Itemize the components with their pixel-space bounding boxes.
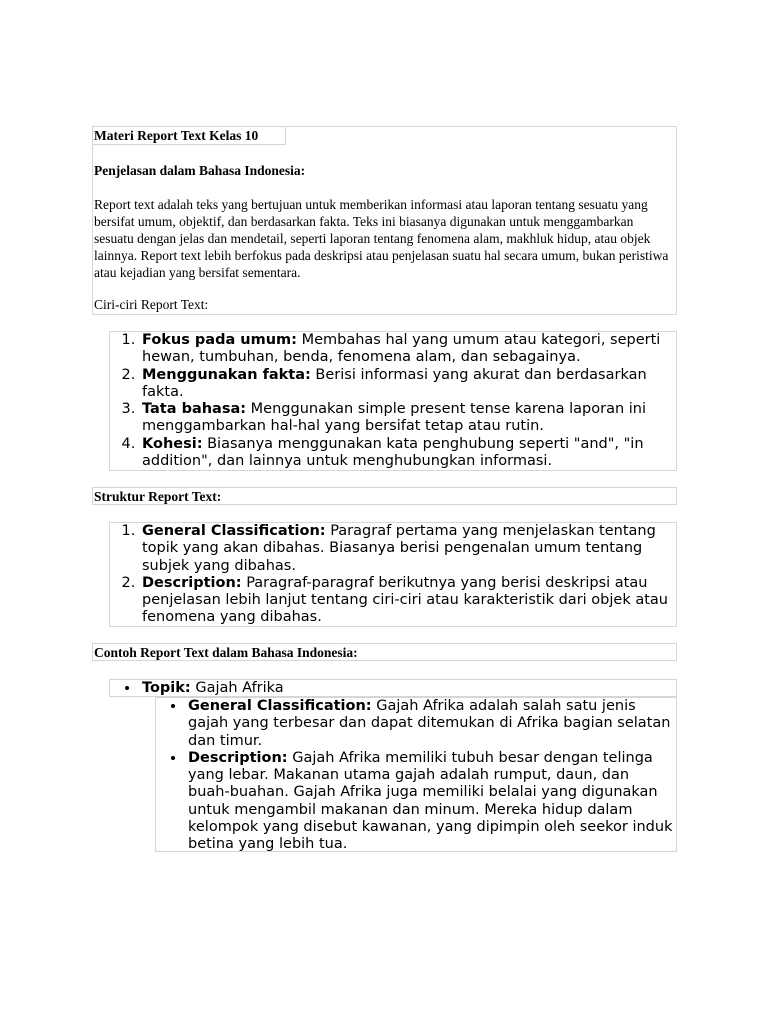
- contoh-heading: Contoh Report Text dalam Bahasa Indonesia:: [94, 645, 358, 660]
- item-term: Topik:: [142, 680, 191, 696]
- item-text: Berisi informasi yang akurat dan berdasarkan fakta.: [142, 366, 647, 400]
- item-text: Membahas hal yang umum atau kategori, seperti hewan, tumbuhan, benda, fenomena alam, dan sebagainya.: [142, 332, 661, 366]
- struktur-heading-box: [92, 487, 677, 505]
- contoh-sub-list-box: [155, 697, 677, 852]
- list-item: [140, 523, 678, 575]
- item-term: General Classification:: [188, 698, 372, 714]
- topik-box: [109, 679, 677, 697]
- ciri-list: [110, 332, 675, 470]
- item-term: Menggunakan fakta:: [142, 366, 311, 383]
- item-term: Tata bahasa:: [142, 401, 247, 418]
- item-text: Gajah Afrika memiliki tubuh besar dengan telinga yang lebar. Makanan utama gajah adalah rumput, daun, dan buah-buahan. Gajah Afrika juga memiliki belalai yang digunakan untuk mengambil makanan dan minum. Mereka hidup dalam kelompok yang disebut kawanan, yang dipimpin oleh seekor induk betina yang lebih tua.: [188, 749, 673, 853]
- item-text: Biasanya menggunakan kata penghubung seperti "and", "in addition", dan lainnya untuk menghubungkan informasi.: [142, 435, 644, 470]
- struktur-list: [110, 523, 678, 627]
- document-title: Materi Report Text Kelas 10: [94, 128, 259, 143]
- list-item: [140, 575, 678, 627]
- item-term: Kohesi:: [142, 435, 203, 452]
- item-term: Description:: [142, 574, 242, 591]
- list-item: [186, 698, 674, 750]
- list-item: [140, 680, 284, 697]
- item-text: Paragraf pertama yang menjelaskan tentang topik yang akan dibahas. Biasanya berisi pengenalan umum tentang subjek yang dibahas.: [142, 523, 656, 574]
- intro-section: [92, 126, 677, 315]
- item-text: Paragraf-paragraf berikutnya yang berisi deskripsi atau penjelasan lebih lanjut tentang ciri-ciri atau karakteristik dari objek atau fenomena yang dibahas.: [142, 574, 668, 626]
- contoh-sub-list: [156, 698, 674, 854]
- item-term: General Classification:: [142, 523, 326, 539]
- intro-paragraph: Report text adalah teks yang bertujuan untuk memberikan informasi atau laporan tentang sesuatu yang bersifat umum, objektif, dan berdasarkan fakta. Teks ini biasanya digunakan untuk menggambarkan sesuatu dengan jelas dan mendetail, seperti laporan tentang fenomena alam, makhluk hidup, atau objek lainnya. Report text lebih berfokus pada deskripsi atau penjelasan suatu hal secara umum, bukan peristiwa atau kejadian yang bersifat sementara.: [94, 197, 669, 280]
- list-item: [186, 750, 674, 854]
- ciri-list-box: [109, 331, 677, 471]
- topik-list: [110, 680, 284, 697]
- list-item: [140, 332, 675, 367]
- list-item: [140, 436, 675, 471]
- item-term: Description:: [188, 749, 288, 766]
- item-text: Gajah Afrika adalah salah satu jenis gajah yang terbesar dan dapat ditemukan di Afrika bagian selatan dan timur.: [188, 698, 671, 749]
- list-item: [140, 367, 675, 402]
- struktur-list-box: [109, 522, 677, 627]
- item-text: Gajah Afrika: [190, 680, 284, 696]
- list-item: [140, 401, 675, 436]
- contoh-heading-box: [92, 643, 677, 661]
- item-text: Menggunakan simple present tense karena laporan ini menggambarkan hal-hal yang bersifat tetap atau rutin.: [142, 401, 647, 435]
- ciri-heading: Ciri-ciri Report Text:: [94, 297, 209, 312]
- struktur-heading: Struktur Report Text:: [94, 489, 222, 504]
- section-heading: Penjelasan dalam Bahasa Indonesia:: [94, 163, 306, 178]
- item-term: Fokus pada umum:: [142, 332, 297, 348]
